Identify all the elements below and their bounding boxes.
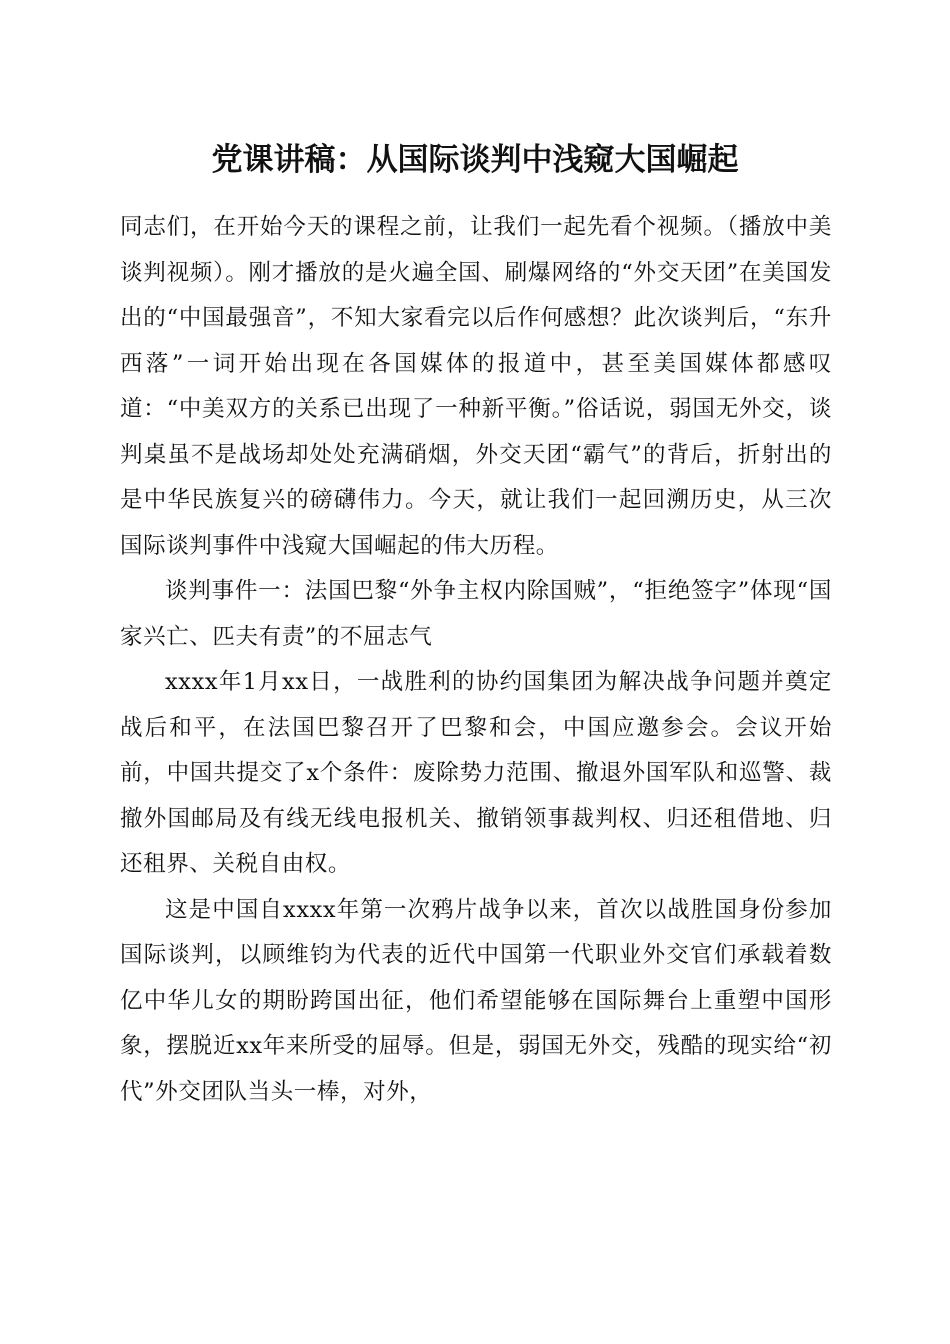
paragraph-paris-conference: xxxx年1月xx日，一战胜利的协约国集团为解决战争问题并奠定战后和平，在法国巴黎召开了巴黎和会，中国应邀参会。会议开始前，中国共提交了x个条件：废除势力范围、撤退外国军队和巡警、裁撤外国邮局及有线无线电报机关、撤销领事裁判权、归还租借地、归还租界、关税自由权。 (120, 669, 832, 877)
document-body (120, 205, 832, 1115)
paragraph-first-diplomats: 这是中国自xxxx年第一次鸦片战争以来，首次以战胜国身份参加国际谈判，以顾维钧为代表的近代中国第一代职业外交官们承载着数亿中华儿女的期盼跨国出征，他们希望能够在国际舞台上重塑中国形象，摆脱近xx年来所受的屈辱。但是，弱国无外交，残酷的现实给“初代”外交团队当头一棒，对外， (120, 896, 832, 1105)
document-title: 党课讲稿：从国际谈判中浅窥大国崛起 (211, 142, 739, 178)
paragraph-intro: 同志们，在开始今天的课程之前，让我们一起先看个视频。（播放中美谈判视频）。刚才播放的是火遍全国、刷爆网络的“外交天团”在美国发出的“中国最强音”，不知大家看完以后作何感想？此次谈判后，“东升西落”一词开始出现在各国媒体的报道中，甚至美国媒体都感叹道：“中美双方的关系已出现了一种新平衡。”俗话说，弱国无外交，谈判桌虽不是战场却处处充满硝烟，外交天团“霸气”的背后，折射出的是中华民族复兴的磅礴伟力。今天，就让我们一起回溯历史，从三次国际谈判事件中浅窥大国崛起的伟大历程。 (120, 214, 832, 559)
paragraph-event-one-heading: 谈判事件一：法国巴黎“外争主权内除国贼”，“拒绝签字”体现“国家兴亡、匹夫有责”的不屈志气 (120, 578, 832, 650)
